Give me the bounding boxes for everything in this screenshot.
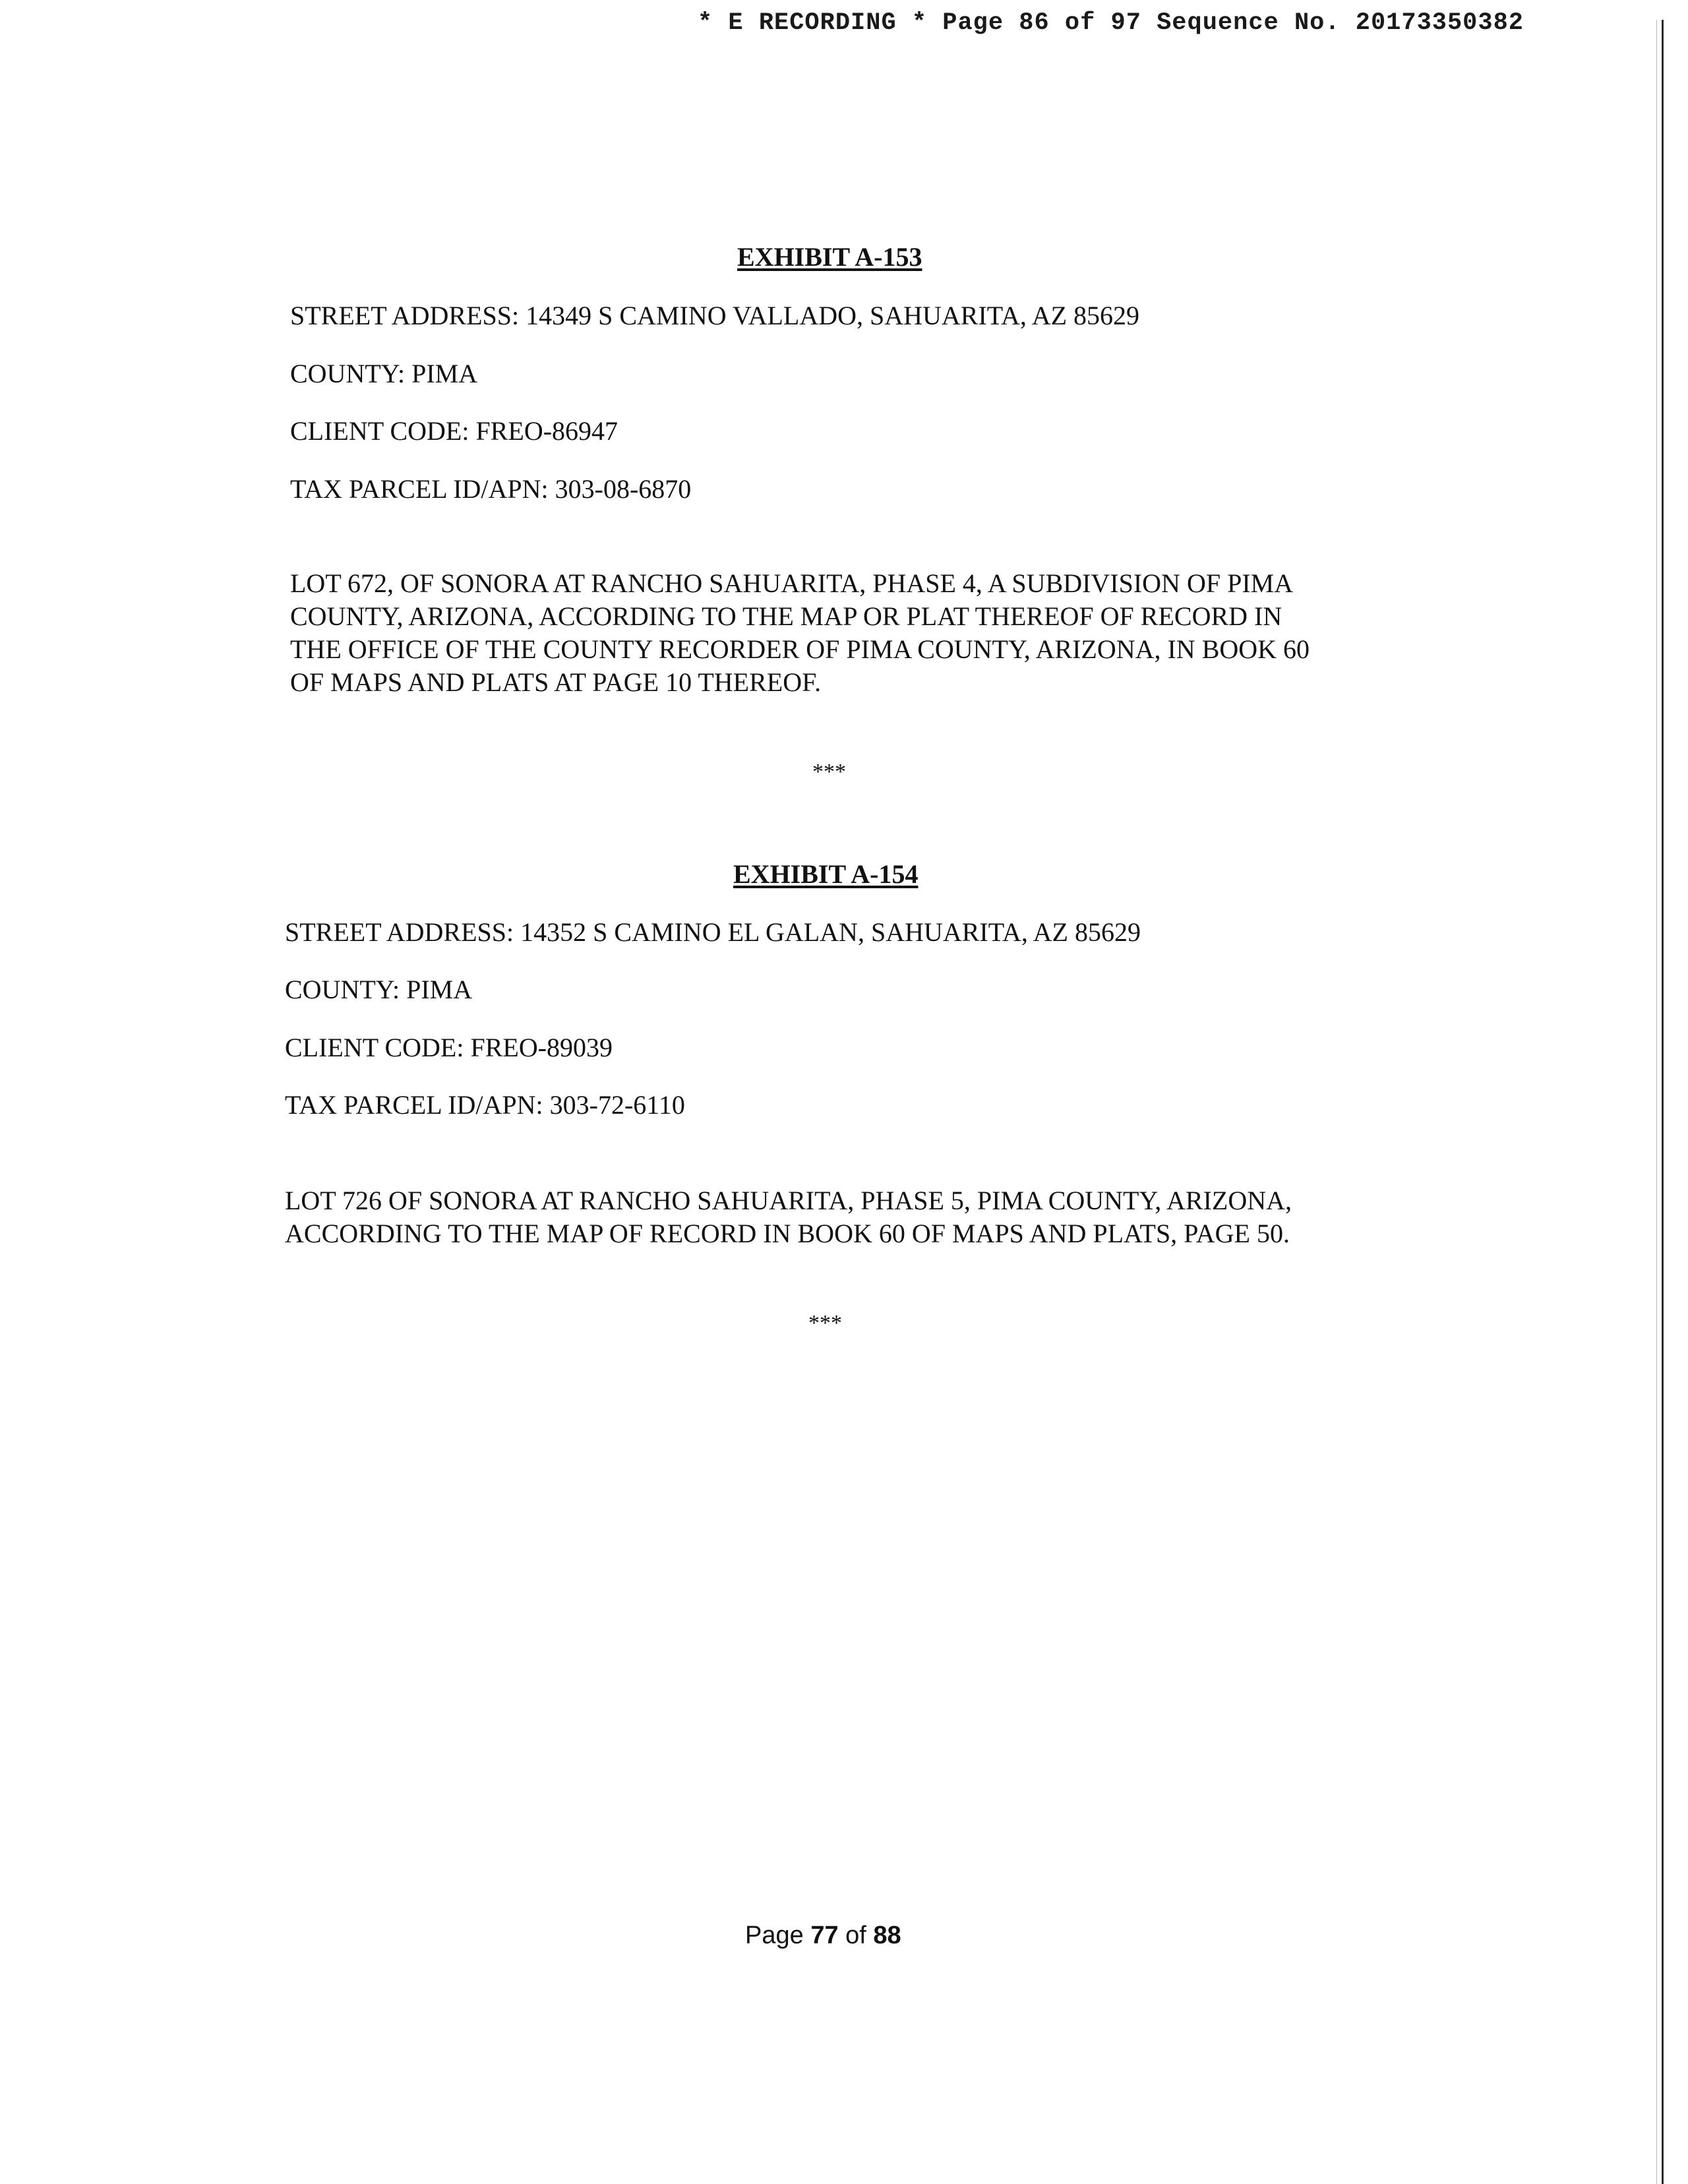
county: COUNTY: PIMA — [290, 359, 478, 388]
legal-line: COUNTY, ARIZONA, ACCORDING TO THE MAP OR PLAT THEREOF OF RECORD IN — [290, 601, 1282, 631]
legal-description — [285, 1184, 1292, 1250]
footer-page-total: 88 — [873, 1922, 901, 1949]
legal-line: LOT 726 OF SONORA AT RANCHO SAHUARITA, PHASE 5, PIMA COUNTY, ARIZONA, — [285, 1186, 1292, 1215]
footer-page-label: Page — [745, 1922, 804, 1949]
exhibit-heading: EXHIBIT A-153 — [737, 242, 922, 272]
legal-line: LOT 672, OF SONORA AT RANCHO SAHUARITA, PHASE 4, A SUBDIVISION OF PIMA — [290, 568, 1294, 598]
section-separator: *** — [812, 760, 846, 784]
exhibit-heading: EXHIBIT A-154 — [733, 859, 919, 889]
scan-edge-shadow — [1656, 20, 1657, 2184]
page-footer — [745, 1922, 901, 1950]
legal-description — [290, 567, 1310, 699]
county: COUNTY: PIMA — [285, 975, 473, 1004]
legal-line: THE OFFICE OF THE COUNTY RECORDER OF PIMA COUNTY, ARIZONA, IN BOOK 60 — [290, 634, 1310, 664]
tax-parcel-id: TAX PARCEL ID/APN: 303-72-6110 — [285, 1090, 685, 1120]
footer-of-label: of — [845, 1922, 866, 1949]
footer-page-current: 77 — [810, 1922, 839, 1949]
client-code: CLIENT CODE: FREO-86947 — [290, 416, 618, 446]
client-code: CLIENT CODE: FREO-89039 — [285, 1033, 613, 1062]
tax-parcel-id: TAX PARCEL ID/APN: 303-08-6870 — [290, 474, 692, 504]
legal-line: OF MAPS AND PLATS AT PAGE 10 THEREOF. — [290, 667, 822, 697]
section-separator: *** — [808, 1311, 842, 1335]
recording-header: * E RECORDING * Page 86 of 97 Sequence No. 20173350382 — [698, 9, 1524, 37]
legal-line: ACCORDING TO THE MAP OF RECORD IN BOOK 60 OF MAPS AND PLATS, PAGE 50. — [285, 1219, 1290, 1248]
scan-edge-line — [1662, 20, 1664, 2184]
street-address: STREET ADDRESS: 14352 S CAMINO EL GALAN, SAHUARITA, AZ 85629 — [285, 917, 1141, 947]
street-address: STREET ADDRESS: 14349 S CAMINO VALLADO, SAHUARITA, AZ 85629 — [290, 301, 1140, 330]
